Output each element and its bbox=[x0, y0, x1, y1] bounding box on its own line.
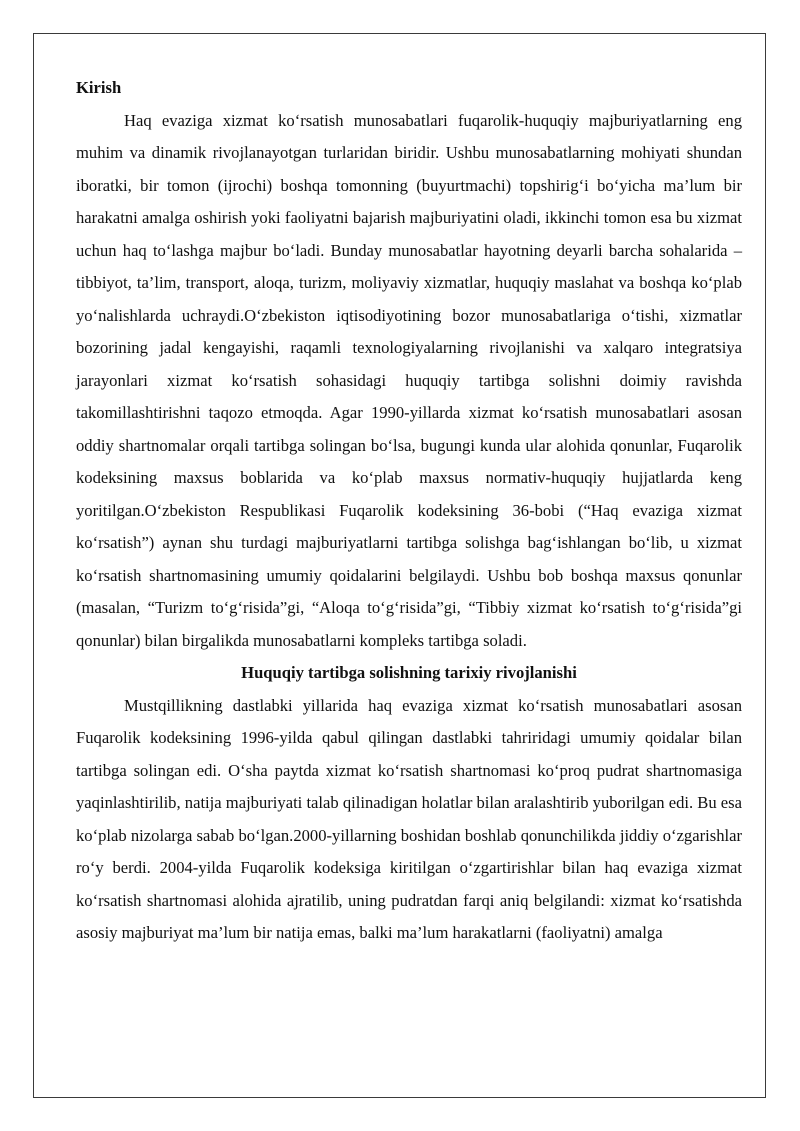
document-body bbox=[76, 72, 742, 950]
history-heading: Huquqiy tartibga solishning tarixiy rivojlanishi bbox=[241, 663, 577, 682]
history-paragraph: Mustqillikning dastlabki yillarida haq evaziga xizmat ko‘rsatish munosabatlari asosan Fuqarolik kodeksining 1996-yilda qabul qilingan dastlabki tahriridagi umumiy qoidalar bilan tartibga solingan edi. O‘sha paytda xizmat ko‘rsatish shartnomasi ko‘proq pudrat shartnomasiga yaqinlashtirilib, natija majburiyati talab qilinadigan holatlar bilan aralashtirib yuborilgan edi. Bu esa ko‘plab nizolarga sabab bo‘lgan.2000-yillarning boshidan boshlab qonunchilikda jiddiy o‘zgarishlar ro‘y berdi. 2004-yilda Fuqarolik kodeksiga kiritilgan o‘zgartirishlar bilan haq evaziga xizmat ko‘rsatish shartnomasi alohida ajratilib, uning pudratdan farqi aniq belgilandi: xizmat ko‘rsatishda asosiy majburiyat ma’lum bir natija emas, balki ma’lum harakatlarni (faoliyatni) amalga bbox=[76, 695, 742, 942]
intro-heading: Kirish bbox=[76, 78, 122, 97]
intro-paragraph: Haq evaziga xizmat ko‘rsatish munosabatlari fuqarolik-huquqiy majburiyatlarning eng muhim va dinamik rivojlanayotgan turlaridan biridir. Ushbu munosabatlarning mohiyati shundan iboratki, bir tomon (ijrochi) boshqa tomonning (buyurtmachi) topshirig‘i bo‘yicha ma’lum bir harakatni amalga oshirish yoki faoliyatni bajarish majburiyatini oladi, ikkinchi tomon esa bu xizmat uchun haq to‘lashga majbur bo‘ladi. Bunday munosabatlar hayotning deyarli barcha sohalarida – tibbiyot, ta’lim, transport, aloqa, turizm, moliyaviy xizmatlar, huquqiy maslahat va boshqa ko‘plab yo‘nalishlarda uchraydi.O‘zbekiston iqtisodiyotining bozor munosabatlariga o‘tishi, xizmatlar bozorining jadal kengayishi, raqamli texnologiyalarning rivojlanishi va xalqaro integratsiya jarayonlari xizmat ko‘rsatish sohasidagi huquqiy tartibga solishni doimiy ravishda takomillashtirishni taqozo etmoqda. Agar 1990-yillarda xizmat ko‘rsatish munosabatlari asosan oddiy shartnomalar orqali tartibga solingan bo‘lsa, bugungi kunda ular alohida qonunlar, Fuqarolik kodeksining maxsus boblarida va ko‘plab maxsus normativ-huquqiy hujjatlarda keng yoritilgan.O‘zbekiston Respublikasi Fuqarolik kodeksining 36-bobi (“Haq evaziga xizmat ko‘rsatish”) aynan shu turdagi majburiyatlarni tartibga solishga bag‘ishlangan bo‘lib, u xizmat ko‘rsatish shartnomasining umumiy qoidalarini belgilaydi. Ushbu bob boshqa maxsus qonunlar (masalan, “Turizm to‘g‘risida”gi, “Aloqa to‘g‘risida”gi, “Tibbiy xizmat ko‘rsatish to‘g‘risida”gi qonunlar) bilan birgalikda munosabatlarni kompleks tartibga soladi. bbox=[76, 110, 742, 650]
